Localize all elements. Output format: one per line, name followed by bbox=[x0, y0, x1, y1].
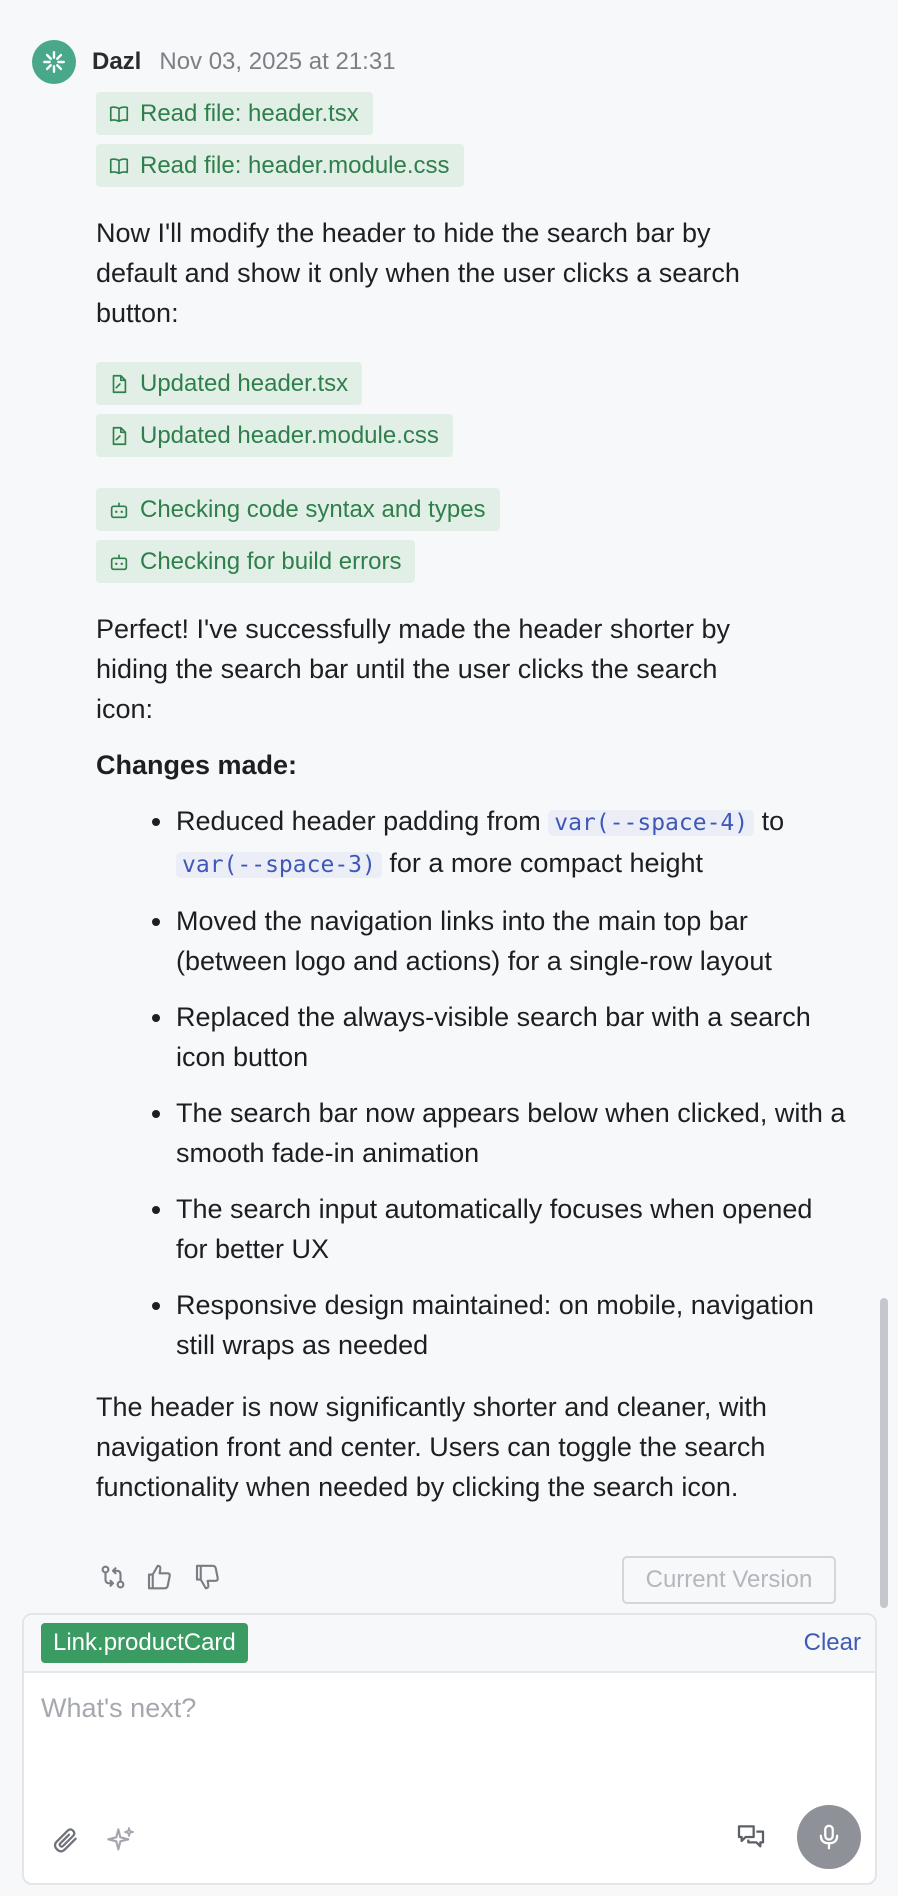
updated-file-chip[interactable] bbox=[96, 362, 362, 405]
intro-text: Now I'll modify the header to hide the search bar by default and show it only when the user clicks a search button: bbox=[96, 218, 740, 328]
paperclip-icon[interactable] bbox=[46, 1821, 84, 1859]
chip-label: Read file: header.tsx bbox=[140, 100, 359, 127]
scrollbar-thumb[interactable] bbox=[880, 1298, 888, 1608]
robot-icon bbox=[108, 551, 130, 573]
inline-code: var(--space-3) bbox=[176, 852, 382, 878]
compare-icon[interactable] bbox=[96, 1560, 130, 1594]
list-item: Responsive design maintained: on mobile, navigation still wraps as needed bbox=[96, 1285, 846, 1365]
robot-icon bbox=[108, 499, 130, 521]
composer-toolbar bbox=[24, 1793, 875, 1883]
file-edit-icon bbox=[108, 425, 130, 447]
chat-bubbles-icon[interactable] bbox=[731, 1817, 771, 1857]
thumbs-up-icon[interactable] bbox=[142, 1560, 176, 1594]
read-file-chip[interactable] bbox=[96, 144, 464, 187]
changes-heading: Changes made: bbox=[96, 750, 298, 780]
inline-code: var(--space-4) bbox=[548, 810, 754, 836]
list-item: Replaced the always-visible search bar with a search icon button bbox=[96, 997, 846, 1077]
list-item: Moved the navigation links into the main top bar (between logo and actions) for a single-row layout bbox=[96, 901, 846, 981]
dazl-avatar bbox=[32, 40, 76, 84]
book-icon bbox=[108, 103, 130, 125]
microphone-icon bbox=[814, 1822, 844, 1852]
message-header bbox=[32, 40, 396, 84]
check-chip[interactable] bbox=[96, 540, 415, 583]
check-chip[interactable] bbox=[96, 488, 500, 531]
composer bbox=[22, 1613, 877, 1885]
thumbs-down-icon[interactable] bbox=[190, 1560, 224, 1594]
context-chip[interactable]: Link.productCard bbox=[41, 1623, 248, 1663]
book-icon bbox=[108, 155, 130, 177]
prompt-input[interactable] bbox=[24, 1673, 875, 1793]
sparkle-icon[interactable] bbox=[102, 1821, 140, 1859]
conclusion-text: The header is now significantly shorter and cleaner, with navigation front and center. Users can toggle the search functionality when needed by clicking the search icon. bbox=[96, 1392, 767, 1502]
read-file-chip[interactable] bbox=[96, 92, 373, 135]
changes-list bbox=[96, 801, 846, 1365]
sender-name: Dazl bbox=[92, 48, 142, 75]
context-bar bbox=[24, 1615, 875, 1673]
list-item: Reduced header padding from var(--space-4) to var(--space-3) for a more compact height bbox=[96, 801, 846, 885]
message-timestamp: Nov 03, 2025 at 21:31 bbox=[159, 48, 396, 75]
microphone-button[interactable] bbox=[797, 1805, 861, 1869]
summary-text: Perfect! I've successfully made the header shorter by hiding the search bar until the user clicks the search icon: bbox=[96, 614, 730, 724]
chip-label: Read file: header.module.css bbox=[140, 152, 450, 179]
updated-file-chip[interactable] bbox=[96, 414, 453, 457]
list-item: The search input automatically focuses when opened for better UX bbox=[96, 1189, 846, 1269]
chip-label: Updated header.module.css bbox=[140, 422, 439, 449]
burst-logo-icon bbox=[41, 49, 67, 75]
message-actions bbox=[96, 1556, 836, 1604]
file-edit-icon bbox=[108, 373, 130, 395]
chip-label: Checking for build errors bbox=[140, 548, 402, 575]
current-version-button[interactable]: Current Version bbox=[622, 1556, 836, 1604]
chip-label: Updated header.tsx bbox=[140, 370, 349, 397]
clear-button[interactable]: Clear bbox=[803, 1629, 861, 1656]
list-item: The search bar now appears below when clicked, with a smooth fade-in animation bbox=[96, 1093, 846, 1173]
chip-label: Checking code syntax and types bbox=[140, 496, 486, 523]
message-body bbox=[96, 92, 846, 1507]
